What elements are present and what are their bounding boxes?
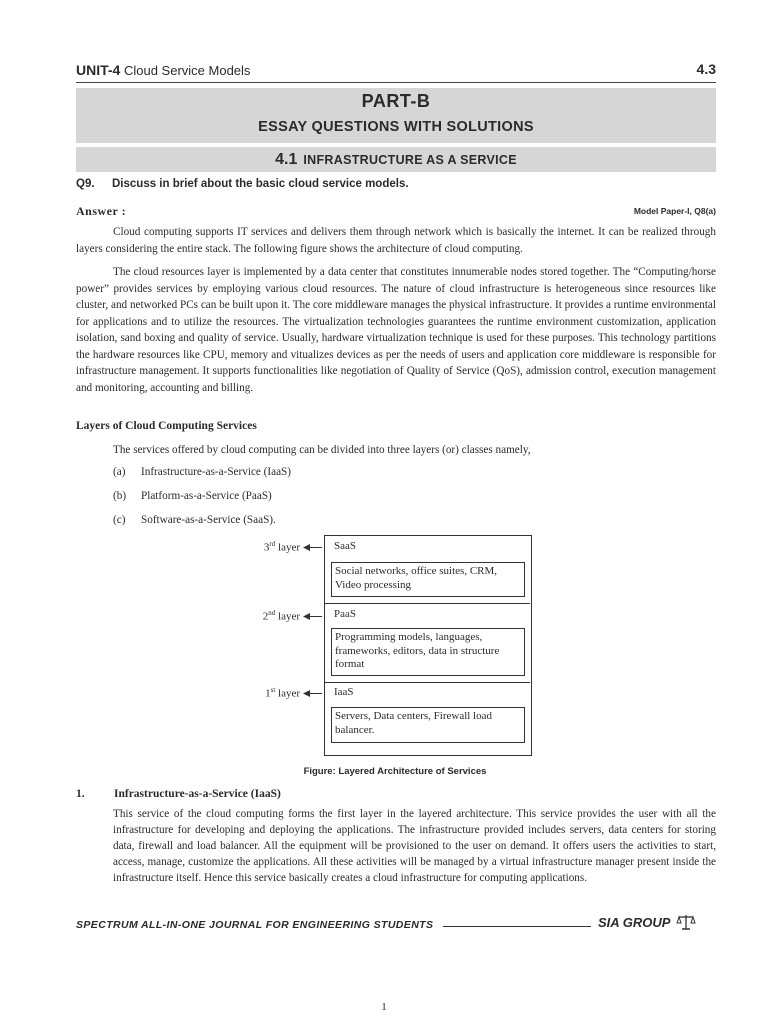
left-arrow-icon — [303, 612, 322, 621]
layer-content-iaas: Servers, Data centers, Firewall load balancer. — [331, 707, 525, 743]
list-item — [113, 490, 272, 502]
figure-caption: Figure: Layered Architecture of Services — [303, 766, 487, 777]
list-label: (a) — [113, 466, 126, 478]
layers-heading: Layers of Cloud Computing Services — [76, 420, 257, 432]
left-arrow-icon — [303, 689, 322, 698]
layer-title-paas: PaaS — [334, 608, 356, 620]
unit-label: UNIT-4 — [76, 62, 121, 78]
layer-divider — [324, 603, 530, 604]
list-item — [113, 466, 291, 478]
section-number: 4.1 — [275, 151, 298, 168]
journal-footer: SPECTRUM ALL-IN-ONE JOURNAL FOR ENGINEERING STUDENTS — [76, 919, 434, 931]
answer-label: Answer : — [76, 204, 127, 218]
list-text: Platform-as-a-Service (PaaS) — [141, 490, 272, 502]
section-title: INFRASTRUCTURE AS A SERVICE — [303, 153, 517, 167]
subsection-paragraph: This service of the cloud computing forms the first layer in the layered architecture. This service provides the user with all the infrastructure for developing and deploying the applications. The infrastructure provided includes servers, data centers for storing data, firewall and load balancer. All the equipment will be provisioned to the user on demand. It offers users the activities to start, access, manage, customize the applications. All these activities will be managed by a virtual infrastructure manager present inside the infrastructure itself. Hence this service basically creates a cloud infrastructure for computing applications. — [113, 808, 716, 884]
list-text: Infrastructure-as-a-Service (IaaS) — [141, 466, 292, 478]
paragraph-resources: The cloud resources layer is implemented by a data center that constitutes innumerable nodes stored together. The “Computing/horse power” provides services by employing various cloud resources. The nature of cloud infrastructure is heterogeneous since resources like cluster, and networked PCs can be built upon it. The core middleware manages the physical infrastructure. It provides a runtime environmental for applications and to utilize the resources. The virtualization technologies guarantees the runtime environment customization, application isolation, sand boxing and quality of service. Usually, hardware virtualization technique is used for these purposes. This technology partitions the hardware resources like CPU, memory and vitualizes devices as per the needs of users and application core middleware is responsible for infrastructure management. It supports functionalities like negotiation of Quality of Service (QoS), admission control, execution management and monitoring, accounting and billing. — [76, 266, 716, 394]
part-title: PART-B — [361, 91, 431, 111]
layer-divider — [324, 682, 530, 683]
layer-content-saas: Social networks, office suites, CRM, Video processing — [331, 562, 525, 597]
list-text: Software-as-a-Service (SaaS). — [141, 514, 276, 526]
subsection-number: 1. — [76, 788, 85, 800]
layer-title-iaas: IaaS — [334, 686, 354, 698]
layers-intro: The services offered by cloud computing can be divided into three layers (or) classes namely, — [113, 444, 531, 456]
header-rule — [76, 82, 716, 83]
list-item — [113, 514, 276, 526]
layer-label-2: 2nd layer — [262, 609, 300, 623]
page-number: 1 — [381, 1001, 387, 1013]
layer-label-3: 3rd layer — [263, 540, 300, 554]
paragraph-intro: Cloud computing supports IT services and delivers them through network which is basically the internet. It can be realized through layers considering the entire stack. The following figure shows the architecture of cloud computing. — [76, 226, 716, 255]
section-banner — [76, 147, 716, 172]
question — [76, 178, 409, 190]
question-label: Q9. — [76, 178, 95, 190]
subsection-title: Infrastructure-as-a-Service (IaaS) — [114, 788, 281, 800]
list-label: (c) — [113, 514, 126, 526]
footer-rule — [443, 926, 591, 927]
question-text: Discuss in brief about the basic cloud service models. — [112, 178, 409, 190]
subsection-heading — [76, 788, 281, 800]
part-subtitle: ESSAY QUESTIONS WITH SOLUTIONS — [258, 119, 534, 135]
publisher-name: SIA GROUP — [598, 915, 671, 930]
layer-title-saas: SaaS — [334, 540, 356, 552]
running-header — [76, 62, 250, 78]
list-label: (b) — [113, 490, 127, 502]
model-paper-reference: Model Paper-I, Q8(a) — [633, 206, 716, 216]
layer-content-paas: Programming models, languages, frameworks, editors, data in structure format — [331, 628, 525, 676]
unit-title: Cloud Service Models — [123, 63, 251, 78]
layer-label-1: 1st layer — [265, 686, 300, 700]
left-arrow-icon — [303, 543, 322, 552]
page-reference: 4.3 — [696, 61, 716, 77]
scales-logo-icon — [676, 913, 696, 931]
part-banner — [76, 88, 716, 143]
